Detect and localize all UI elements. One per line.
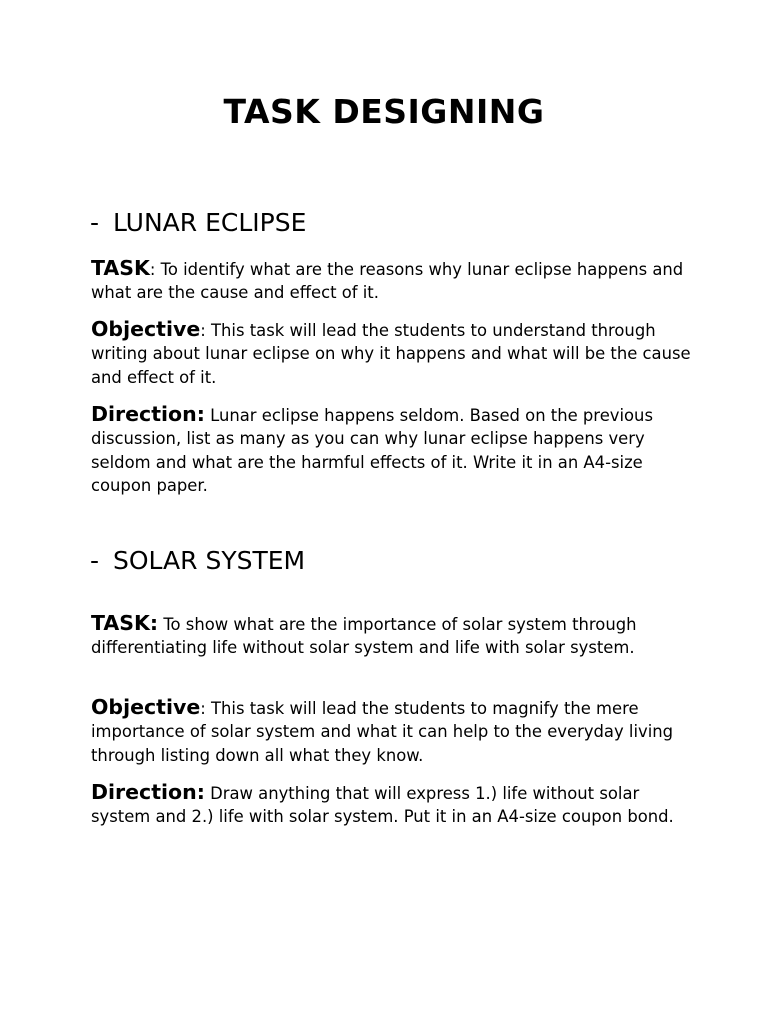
- section-heading-lunar-eclipse: [90, 208, 306, 237]
- objective-text: This task will lead the students to magnify the mere importance of solar system and what it can help to the everyday living through listing down all what they know.: [91, 699, 674, 765]
- direction-text: Draw anything that will express 1.) life without solar system and 2.) life with solar system. Put it in an A4-size coupon bond.: [91, 784, 674, 827]
- objective-separator: :: [200, 321, 206, 340]
- objective-label: Objective: [91, 695, 201, 719]
- objective-separator: :: [200, 699, 206, 718]
- document-title: TASK DESIGNING: [223, 92, 545, 131]
- task-label: TASK:: [91, 611, 159, 635]
- task-separator: :: [149, 260, 156, 279]
- direction-label: Direction:: [91, 402, 205, 426]
- heading-dash: -: [90, 546, 100, 575]
- heading-dash: -: [90, 208, 100, 237]
- lunar-direction-paragraph: [91, 403, 691, 497]
- direction-label: Direction:: [91, 780, 205, 804]
- solar-task-paragraph: [91, 612, 691, 660]
- lunar-task-paragraph: [91, 257, 691, 305]
- solar-direction-paragraph: [91, 781, 691, 829]
- section-heading-solar-system: [90, 546, 305, 575]
- heading-text: SOLAR SYSTEM: [113, 546, 306, 575]
- task-text: To show what are the importance of solar system through differentiating life without solar system and life with solar system.: [91, 615, 637, 658]
- task-label: TASK: [91, 256, 150, 280]
- task-text: To identify what are the reasons why lunar eclipse happens and what are the cause and effect of it.: [91, 260, 684, 303]
- objective-text: This task will lead the students to understand through writing about lunar eclipse on why it happens and what will be the cause and effect of it.: [91, 321, 691, 387]
- solar-objective-paragraph: [91, 696, 691, 767]
- heading-text: LUNAR ECLIPSE: [113, 208, 307, 237]
- direction-text: Lunar eclipse happens seldom. Based on the previous discussion, list as many as you can why lunar eclipse happens very seldom and what are the harmful effects of it. Write it in an A4-size coupon paper.: [91, 406, 653, 495]
- lunar-objective-paragraph: [91, 318, 691, 389]
- objective-label: Objective: [91, 317, 201, 341]
